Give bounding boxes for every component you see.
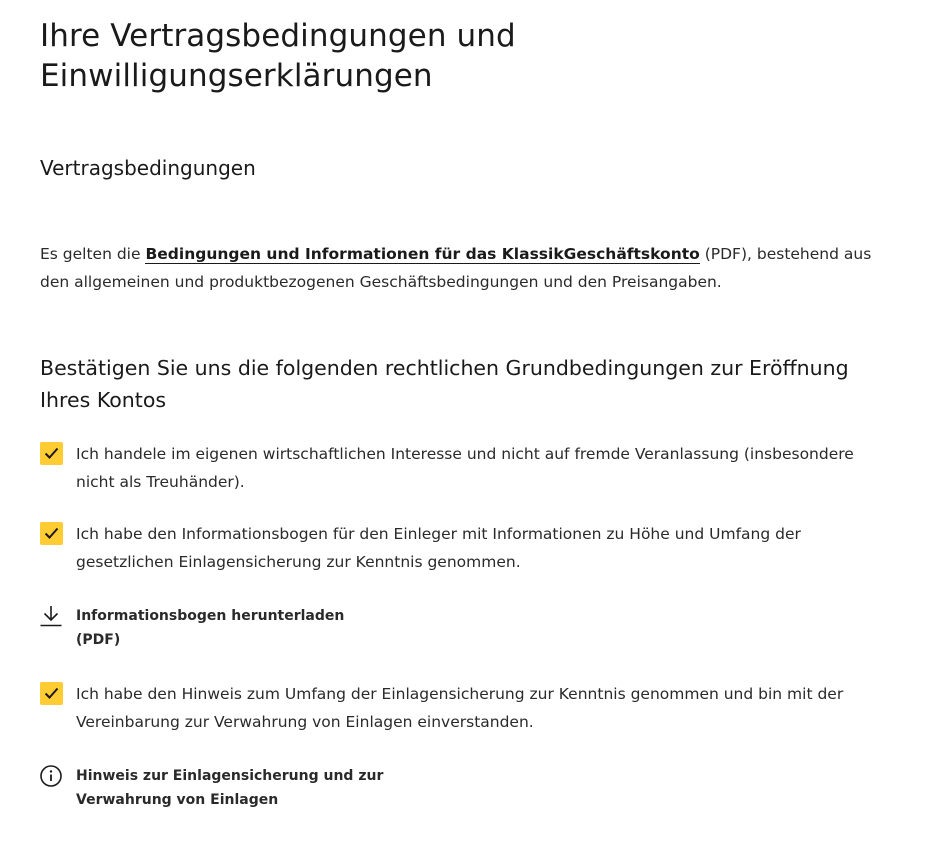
info-link-line1: Hinweis zur Einlagensicherung und zur — [76, 768, 384, 784]
checkmark-icon — [44, 527, 59, 540]
info-icon — [40, 764, 64, 788]
terms-text-before: Es gelten die — [40, 245, 146, 263]
confirmations-heading: Bestätigen Sie uns die folgenden rechtlichen Grundbedingungen zur Eröffnung Ihres Kontos — [40, 356, 849, 412]
download-link-label[interactable] — [76, 604, 406, 652]
checkmark-icon — [44, 447, 59, 460]
own-interest-label: Ich handele im eigenen wirtschaftlichen Interesse und nicht auf fremde Veranlassung (insbesondere nicht als Treuhänder). — [76, 445, 854, 491]
own-interest-checkbox[interactable] — [40, 442, 63, 465]
info-sheet-checkbox[interactable] — [40, 522, 63, 545]
terms-pdf-link[interactable]: Bedingungen und Informationen für das KlassikGeschäftskonto — [145, 245, 700, 263]
terms-heading: Vertragsbedingungen — [40, 156, 256, 180]
terms-text-after: (PDF), bestehend aus den allgemeinen und produktbezogenen Geschäftsbedingungen und den Preisangaben. — [40, 245, 872, 291]
info-link-label[interactable] — [76, 764, 406, 812]
download-icon — [40, 604, 64, 628]
checkmark-icon — [44, 687, 59, 700]
deposit-protection-checkbox[interactable] — [40, 682, 63, 705]
info-sheet-label: Ich habe den Informationsbogen für den Einleger mit Informationen zu Höhe und Umfang der gesetzlichen Einlagensicherung zur Kenntnis genommen. — [76, 525, 801, 571]
page-title: Ihre Vertragsbedingungen und Einwilligungserklärungen — [40, 18, 516, 94]
deposit-protection-label: Ich habe den Hinweis zum Umfang der Einlagensicherung zur Kenntnis genommen und bin mit der Vereinbarung zur Verwahrung von Einlagen einverstanden. — [76, 685, 844, 731]
terms-paragraph — [40, 240, 900, 296]
download-link-line2: (PDF) — [76, 632, 121, 648]
download-link-line1: Informationsbogen herunterladen — [76, 608, 345, 624]
info-link-line2: Verwahrung von Einlagen — [76, 792, 279, 808]
